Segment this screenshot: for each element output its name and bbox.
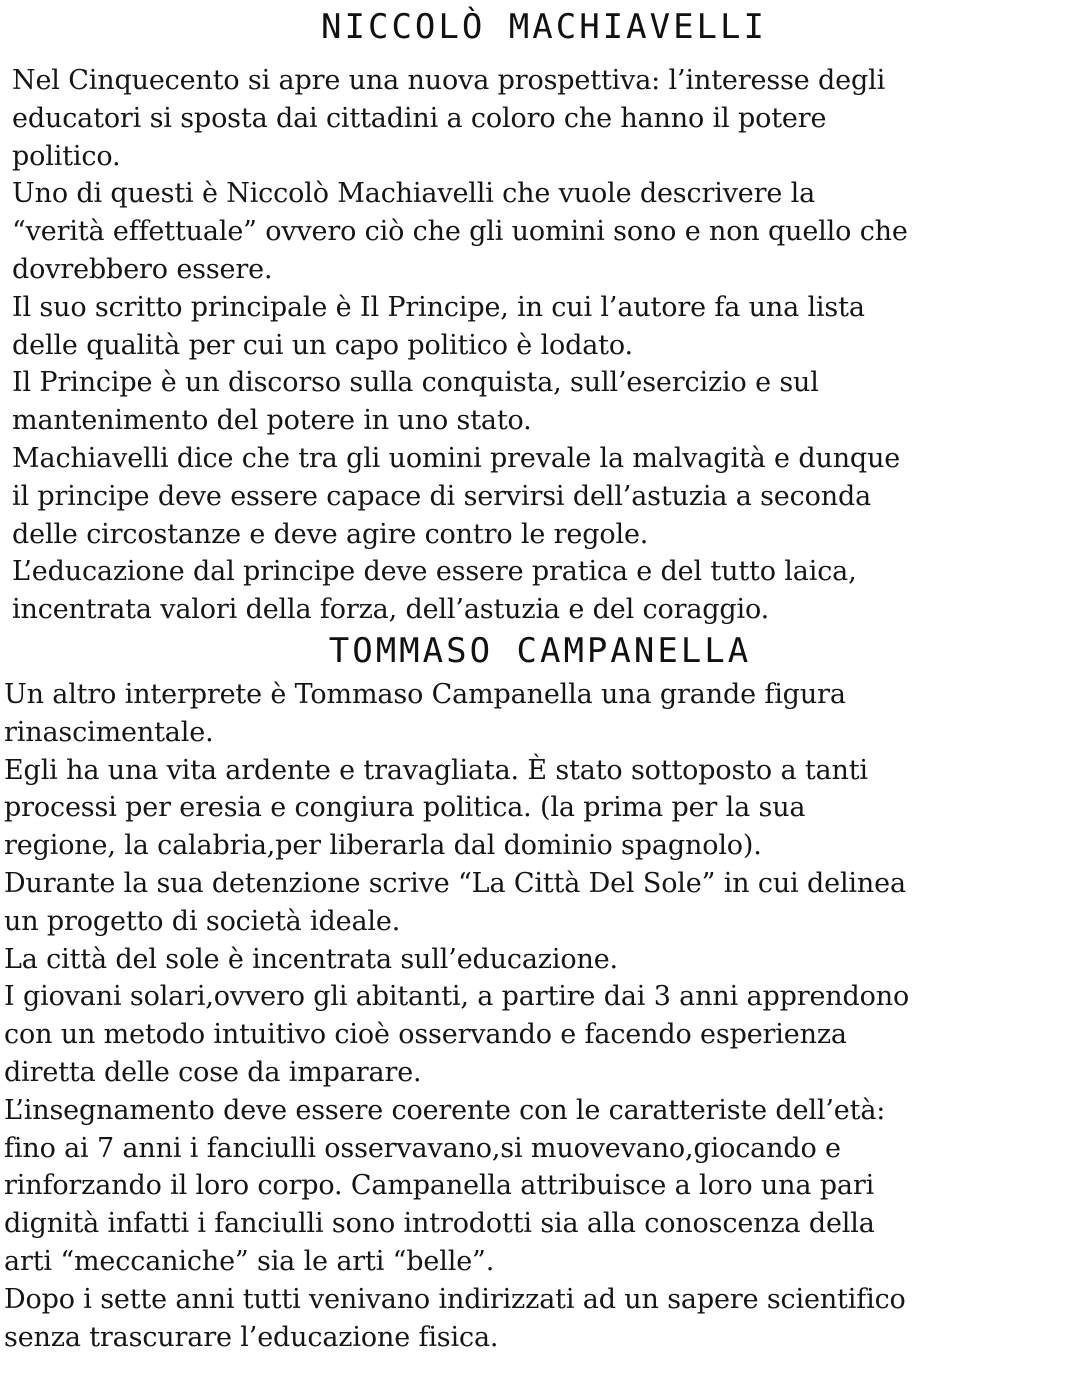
body-line: “verità effettuale” ovvero ciò che gli uomini sono e non quello che [12, 216, 908, 248]
body-line: processi per eresia e congiura politica. (la prima per la sua [4, 792, 806, 824]
body-line: fino ai 7 anni i fanciulli osservavano,si muovevano,giocando e [4, 1132, 841, 1164]
body-line: Uno di questi è Niccolò Machiavelli che vuole descrivere la [12, 178, 816, 210]
body-line: con un metodo intuitivo cioè osservando e facendo esperienza [4, 1019, 847, 1051]
body-line: diretta delle cose da imparare. [4, 1056, 422, 1088]
body-line: Un altro interprete è Tommaso Campanella una grande figura [4, 679, 846, 710]
body-line: incentrata valori della forza, dell’astuzia e del coraggio. [12, 594, 770, 626]
body-line: Egli ha una vita ardente e travagliata. È stato sottoposto a tanti [4, 754, 868, 786]
section-body-campanella [4, 676, 1076, 1356]
body-line: Il Principe è un discorso sulla conquista, sull’esercizio e sul [12, 367, 819, 399]
body-line: Nel Cinquecento si apre una nuova prospettiva: l’interesse degli [12, 65, 886, 96]
body-line: mantenimento del potere in uno stato. [12, 405, 532, 437]
body-line: Il suo scritto principale è Il Principe, in cui l’autore fa una lista [12, 291, 865, 323]
body-line: dignità infatti i fanciulli sono introdotti sia alla conoscenza della [4, 1208, 875, 1240]
body-line: rinforzando il loro corpo. Campanella attribuisce a loro una pari [4, 1170, 875, 1202]
body-line: La città del sole è incentrata sull’educazione. [4, 943, 618, 975]
body-line: arti “meccaniche” sia le arti “belle”. [4, 1245, 495, 1277]
body-line: dovrebbero essere. [12, 253, 273, 285]
body-line: politico. [12, 140, 121, 172]
body-line: L’educazione dal principe deve essere pratica e del tutto laica, [12, 556, 857, 588]
body-line: I giovani solari,ovvero gli abitanti, a partire dai 3 anni apprendono [4, 981, 910, 1013]
body-line: Durante la sua detenzione scrive “La Città Del Sole” in cui delinea [4, 867, 906, 899]
section-title-machiavelli: NICCOLÒ MACHIAVELLI [321, 7, 767, 47]
body-line: rinascimentale. [4, 716, 214, 748]
body-line: un progetto di società ideale. [4, 905, 401, 937]
body-line: il principe deve essere capace di servirsi dell’astuzia a seconda [12, 480, 872, 512]
section-title-campanella: TOMMASO CAMPANELLA [328, 631, 752, 671]
body-line: senza trascurare l’educazione fisica. [4, 1321, 499, 1353]
section-body-machiavelli [12, 62, 1074, 629]
body-line: educatori si sposta dai cittadini a coloro che hanno il potere [12, 102, 827, 134]
body-line: delle qualità per cui un capo politico è lodato. [12, 329, 633, 361]
body-line: Machiavelli dice che tra gli uomini prevale la malvagità e dunque [12, 442, 901, 474]
body-line: regione, la calabria,per liberarla dal dominio spagnolo). [4, 830, 762, 862]
body-line: delle circostanze e deve agire contro le regole. [12, 518, 649, 550]
body-line: Dopo i sette anni tutti venivano indirizzati ad un sapere scientifico [4, 1283, 906, 1315]
body-line: L’insegnamento deve essere coerente con le caratteriste dell’età: [4, 1094, 886, 1126]
